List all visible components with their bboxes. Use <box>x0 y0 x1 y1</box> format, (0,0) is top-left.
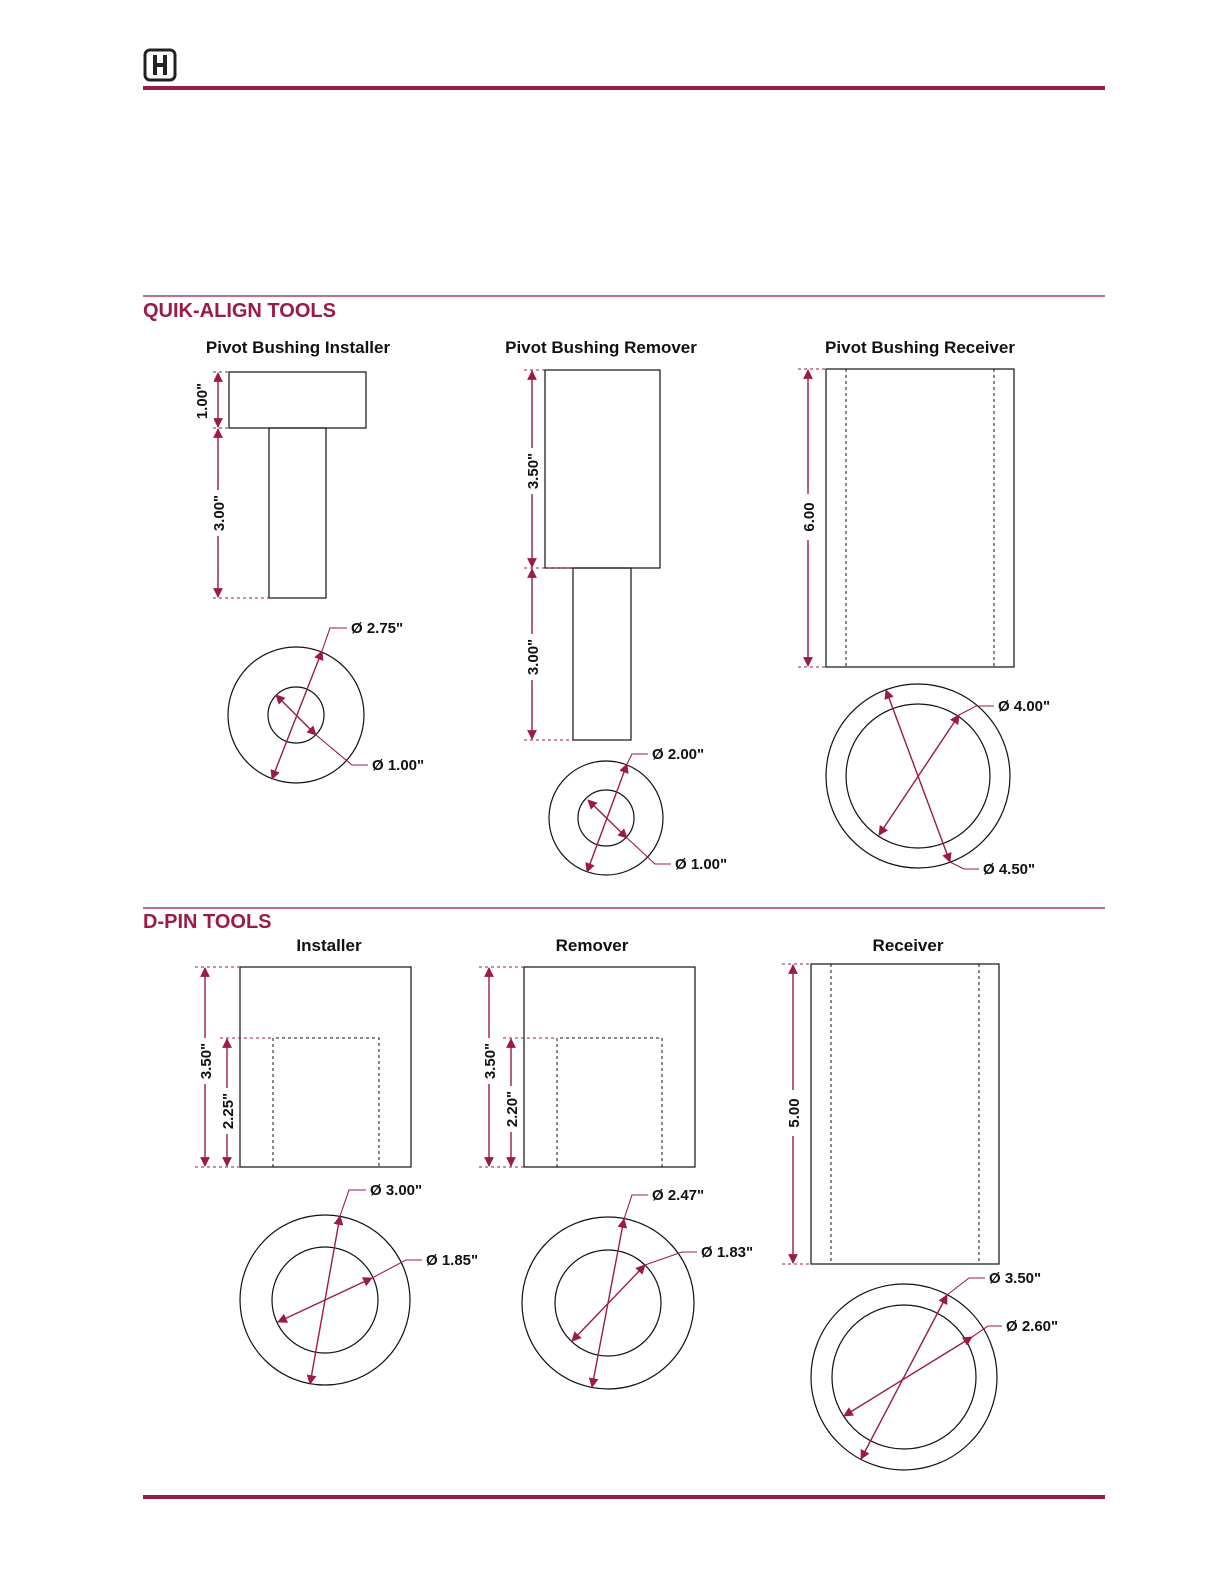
installer-outer-diameter: Ø 2.75" <box>351 620 404 637</box>
dpin-remover-outer-diameter: Ø 2.47" <box>652 1187 705 1204</box>
installer-inner-diameter: Ø 1.00" <box>372 757 425 774</box>
pivot-bushing-remover <box>505 338 727 875</box>
remover-shaft <box>573 568 631 740</box>
pivot-bushing-installer <box>190 338 424 783</box>
remover-body-height: 3.50" <box>525 452 542 490</box>
dpin-remover-bore-depth: 2.20" <box>504 1090 521 1128</box>
receiver-inner-diameter: Ø 4.00" <box>998 698 1051 715</box>
d-pin-remover <box>479 936 753 1389</box>
remover-body <box>545 370 660 568</box>
receiver-outer-diameter: Ø 4.50" <box>983 861 1036 878</box>
installer-title: Pivot Bushing Installer <box>205 338 391 357</box>
pivot-bushing-receiver <box>798 338 1050 878</box>
receiver-title: Pivot Bushing Receiver <box>825 338 1015 357</box>
dpin-installer-bore-depth: 2.25" <box>220 1092 237 1130</box>
dpin-installer-title: Installer <box>296 936 362 955</box>
remover-outer-diameter: Ø 2.00" <box>652 746 705 763</box>
d-pin-receiver <box>782 936 1058 1470</box>
dpin-receiver-body <box>811 964 999 1264</box>
installer-shaft <box>269 428 326 598</box>
remover-title: Pivot Bushing Remover <box>505 338 697 357</box>
section-title-d-pin: D-PIN TOOLS <box>143 911 272 933</box>
brand-logo <box>145 50 175 80</box>
dpin-receiver-title: Receiver <box>872 936 944 955</box>
installer-shaft-height: 3.00" <box>211 494 228 532</box>
receiver-height: 6.00 <box>801 502 818 532</box>
installer-head-height: 1.00" <box>194 382 211 420</box>
section-title-quik-align: QUIK-ALIGN TOOLS <box>143 300 336 322</box>
dpin-remover-inner-diameter: Ø 1.83" <box>701 1244 754 1261</box>
d-pin-installer <box>195 936 478 1385</box>
dpin-installer-inner-diameter: Ø 1.85" <box>426 1252 479 1269</box>
dpin-receiver-inner-diameter: Ø 2.60" <box>1006 1318 1059 1335</box>
dpin-installer-outer-diameter: Ø 3.00" <box>370 1182 423 1199</box>
dpin-installer-body <box>240 967 411 1167</box>
dpin-remover-height: 3.50" <box>482 1042 499 1080</box>
receiver-body <box>826 369 1014 667</box>
installer-head <box>229 372 366 428</box>
remover-shaft-height: 3.00" <box>525 638 542 676</box>
dpin-remover-title: Remover <box>555 936 629 955</box>
remover-inner-diameter: Ø 1.00" <box>675 856 728 873</box>
dpin-receiver-outer-diameter: Ø 3.50" <box>989 1270 1042 1287</box>
dpin-installer-height: 3.50" <box>198 1042 215 1080</box>
dpin-remover-body <box>524 967 695 1167</box>
dpin-receiver-height: 5.00 <box>786 1098 803 1128</box>
